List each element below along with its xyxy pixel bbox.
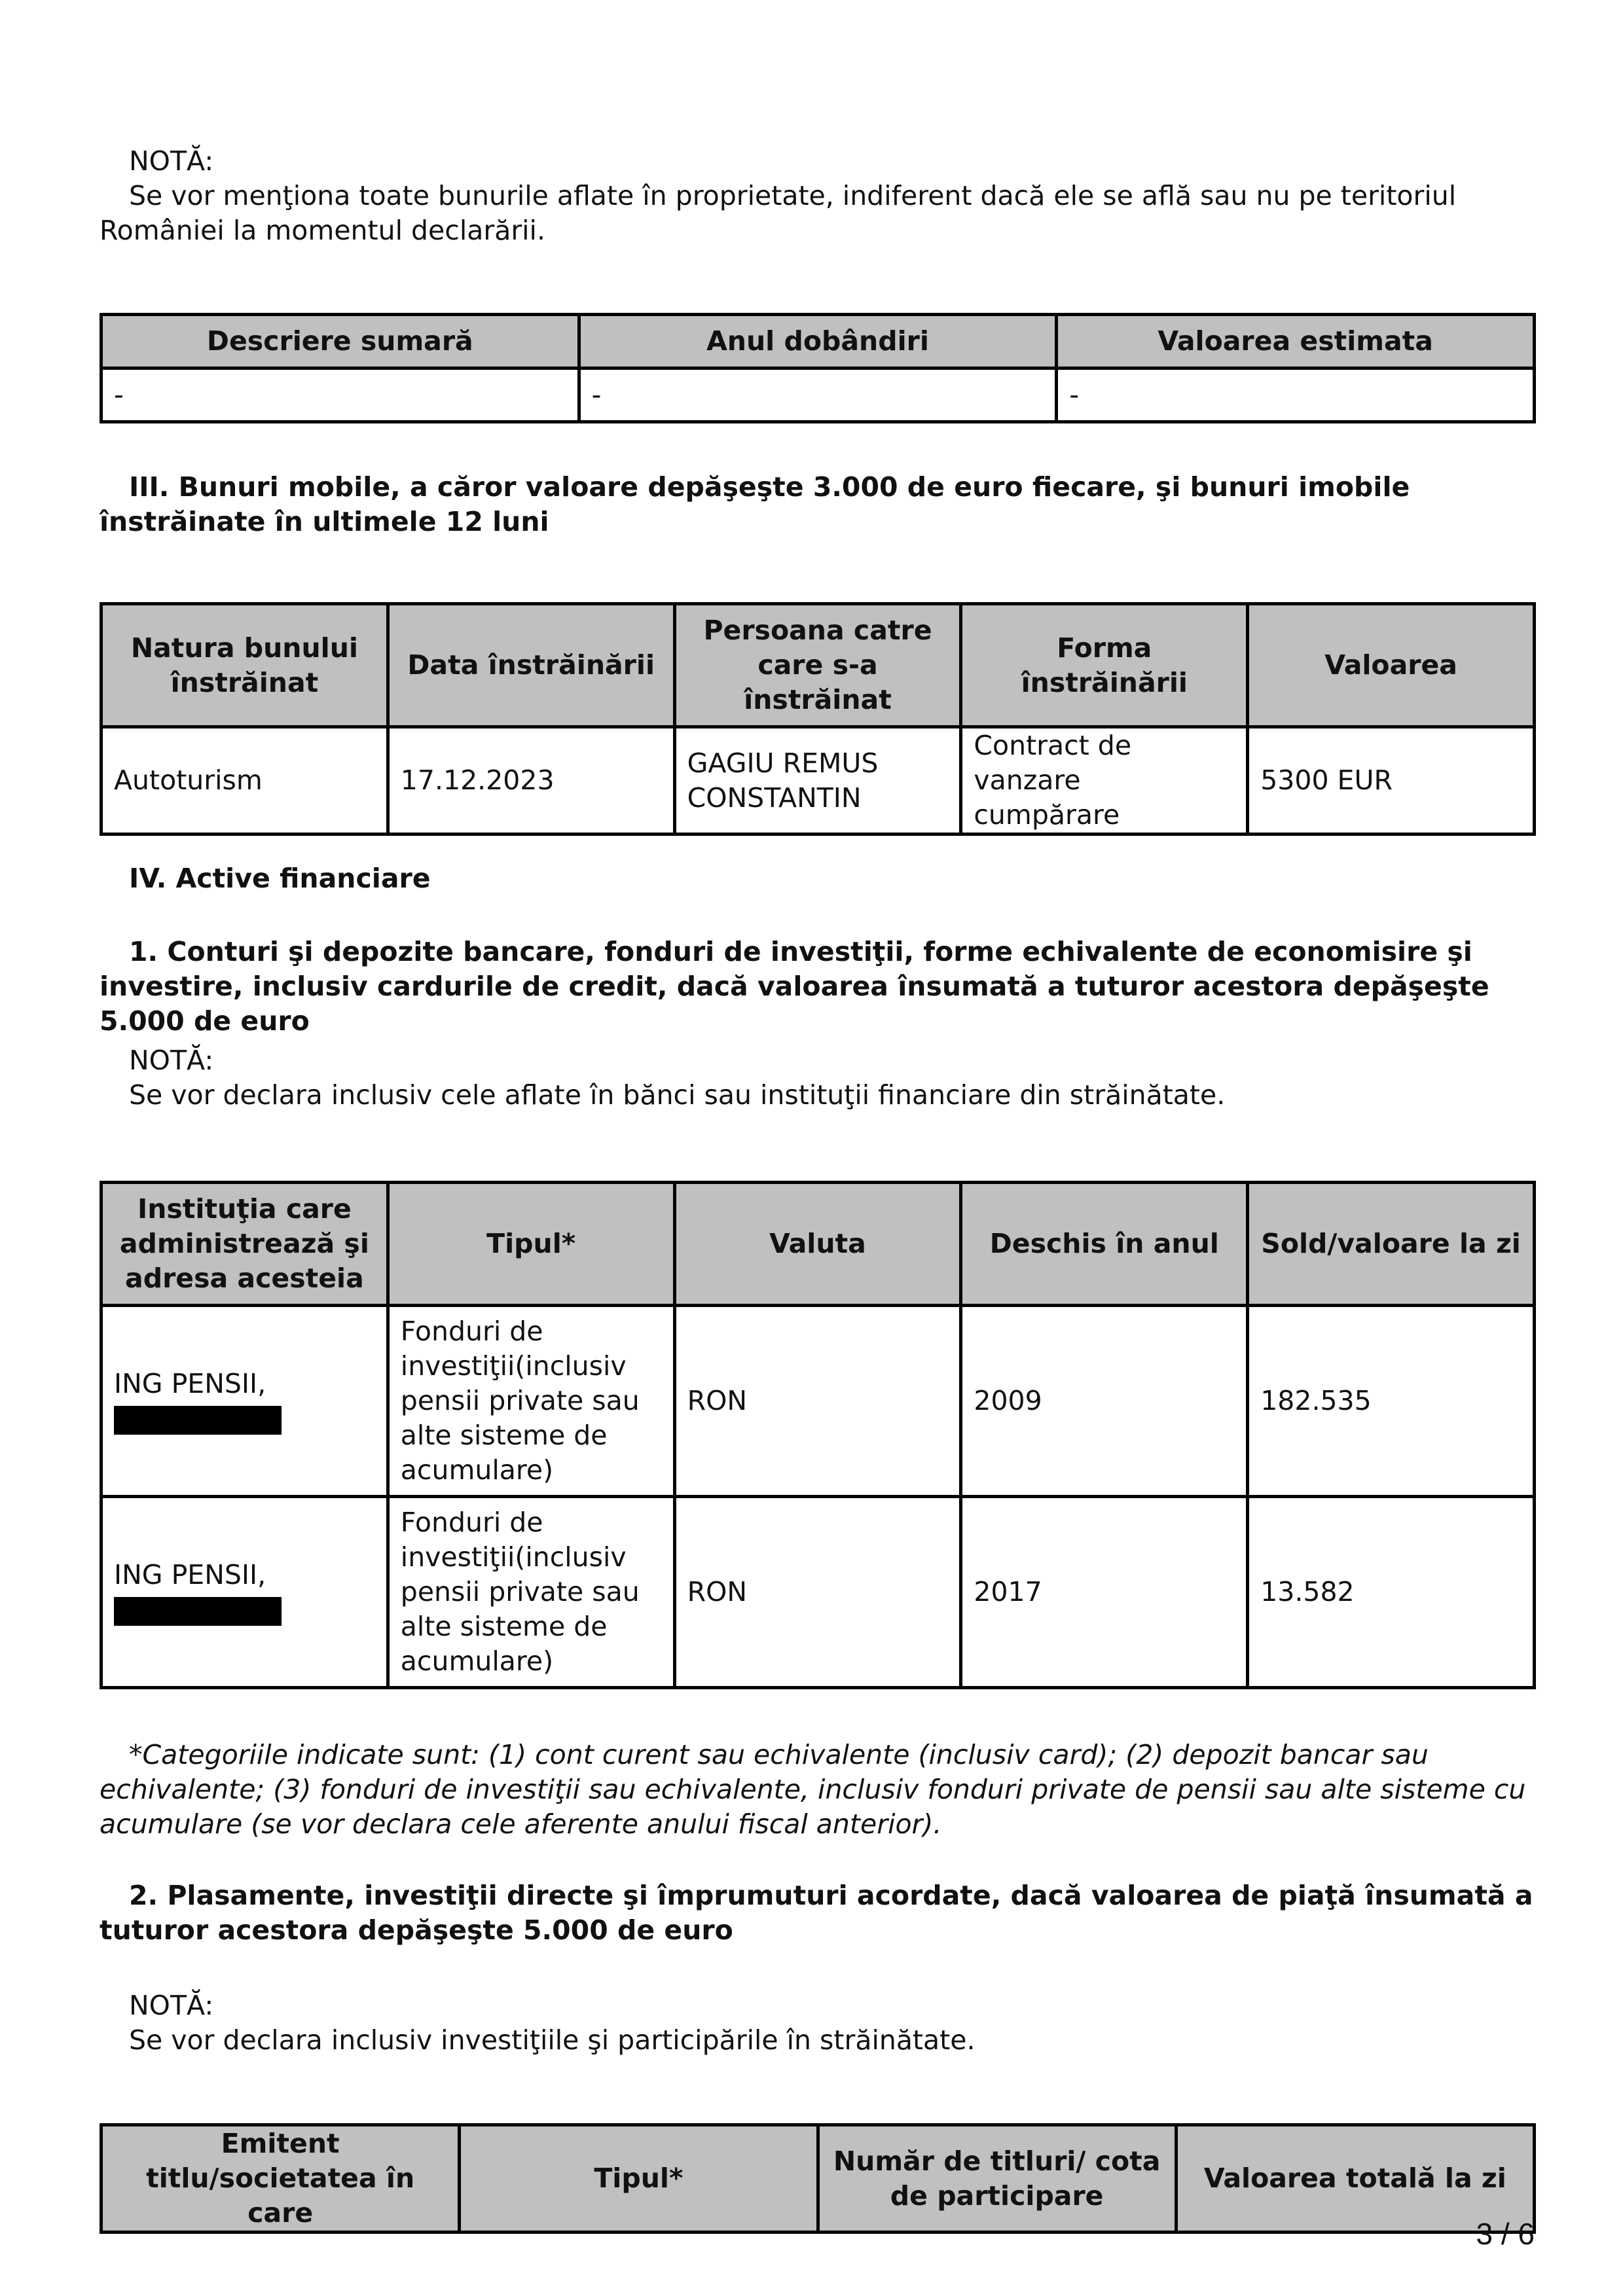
table-cell: - [1057,368,1535,422]
nota-label: NOTĂ: [129,1990,214,2021]
table-cell: RON [674,1497,961,1688]
table-cell: 2017 [961,1497,1248,1688]
header-cell: Deschis în anul [961,1183,1248,1306]
header-cell: Tipul* [388,1183,674,1306]
nota-label: NOTĂ: [129,1045,214,1076]
header-cell: Natura bunului înstrăinat [101,604,388,727]
table-row [101,1306,1535,1497]
header-cell: Anul dobândiri [579,315,1057,368]
header-cell: Forma înstrăinării [961,604,1248,727]
footnote-text: *Categoriile indicate sunt: (1) cont curent sau echivalente (inclusiv card); (2) depozit bancar sau echivalente; (3) fonduri de investiţii sau echivalente, inclusiv fonduri private de pensii sau alte sisteme cu acumulare (se vor declara cele aferente anului fiscal anterior). [100,1739,1526,1840]
nota-label: NOTĂ: [129,145,214,177]
table-cell: - [579,368,1057,422]
header-cell: Instituţia care administrează şi adresa acesteia [101,1183,388,1306]
nota-block-1 [100,144,1536,248]
table-cell: 2009 [961,1306,1248,1497]
section-iii-title: III. Bunuri mobile, a căror valoare depăşeşte 3.000 de euro fiecare, şi bunuri imobile înstrăinate în ultimele 12 luni [100,471,1410,537]
table-plasamente [100,2123,1536,2234]
table-bunuri [100,313,1536,423]
nota-text: Se vor menţiona toate bunurile aflate în proprietate, indiferent dacă ele se află sau nu pe teritoriul României la momentul declarării. [100,180,1457,246]
table-conturi [100,1181,1536,1689]
table-cell: 5300 EUR [1248,727,1535,834]
redacted-address-block [114,1406,282,1435]
table-cell: - [101,368,579,422]
table-cell [101,1306,388,1497]
table-cell: GAGIU REMUS CONSTANTIN [674,727,961,834]
header-cell: Număr de titluri/ cota de participare [818,2125,1176,2233]
header-cell: Valoarea totală la zi [1176,2125,1534,2233]
table-instrainate [100,602,1536,836]
header-cell: Descriere sumară [101,315,579,368]
table-cell: 17.12.2023 [388,727,674,834]
nota-text: Se vor declara inclusiv cele aflate în bănci sau instituţii financiare din străinătate. [129,1079,1226,1111]
table-cell: Contract de vanzare cumpărare [961,727,1248,834]
table-cell: 182.535 [1248,1306,1535,1497]
table-cell: Autoturism [101,727,388,834]
table-header-row [101,604,1535,727]
nota-text: Se vor declara inclusiv investiţiile şi participările în străinătate. [129,2024,976,2056]
header-cell: Valuta [674,1183,961,1306]
subsection-2-title: 2. Plasamente, investiţii directe şi împrumuturi acordate, dacă valoarea de piaţă însumată a tuturor acestora depăşeşte 5.000 de euro [100,1880,1533,1946]
page-number: 3 / 6 [1476,2217,1535,2251]
table-cell: Fonduri de investiţii(inclusiv pensii private sau alte sisteme de acumulare) [388,1497,674,1688]
table-header-row [101,315,1535,368]
table-row [101,368,1535,422]
header-cell: Data înstrăinării [388,604,674,727]
table-header-row [101,1183,1535,1306]
table-cell [101,1497,388,1688]
subsection-1-title: 1. Conturi şi depozite bancare, fonduri de investiţii, forme echivalente de economisire şi investire, inclusiv cardurile de credit, dacă valoarea însumată a tuturor acestora depăşeşte 5.000 de euro [100,936,1489,1037]
header-cell: Persoana catre care s-a înstrăinat [674,604,961,727]
redacted-address-block [114,1597,282,1626]
nota-block-2 [100,1043,1536,1113]
institution-name: ING PENSII, [114,1367,266,1399]
header-cell: Emitent titlu/societatea în care [101,2125,460,2233]
table-row [101,1497,1535,1688]
table-cell: 13.582 [1248,1497,1535,1688]
table-cell: RON [674,1306,961,1497]
nota-block-3 [100,1988,1536,2058]
header-cell: Tipul* [460,2125,818,2233]
header-cell: Sold/valoare la zi [1248,1183,1535,1306]
table-row [101,727,1535,834]
header-cell: Valoarea estimata [1057,315,1535,368]
table-header-row [101,2125,1535,2233]
section-iv-title: IV. Active financiare [129,863,431,894]
institution-name: ING PENSII, [114,1558,266,1590]
header-cell: Valoarea [1248,604,1535,727]
table-cell: Fonduri de investiţii(inclusiv pensii private sau alte sisteme de acumulare) [388,1306,674,1497]
